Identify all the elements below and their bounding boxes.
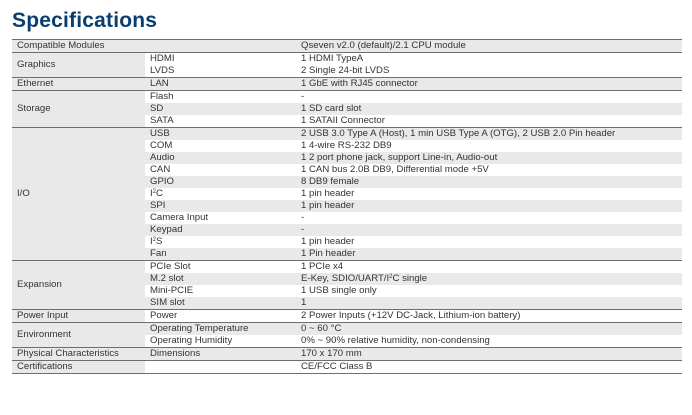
value-cell: 1 HDMI TypeA	[301, 53, 364, 64]
subcategory-cell: CAN	[150, 164, 171, 175]
value-cell: 1 CAN bus 2.0B DB9, Differential mode +5V	[301, 164, 489, 175]
value-cell: 1 pin header	[301, 188, 355, 199]
value-text: C single	[392, 273, 428, 284]
subcategory-cell: HDMI	[150, 53, 175, 64]
category-cell: Environment	[12, 323, 145, 348]
page-title: Specifications	[12, 9, 158, 32]
category-cell: Certifications	[12, 361, 145, 374]
subcategory-cell	[145, 188, 296, 200]
subcategory-cell: COM	[150, 140, 173, 151]
value-text: E-Key, SDIO/UART/I	[301, 273, 390, 284]
subcategory-text: C	[156, 188, 163, 199]
subcategory-cell: Keypad	[145, 224, 296, 236]
subcategory-cell: LVDS	[145, 65, 296, 78]
subcategory-cell: SD	[145, 103, 296, 115]
subcategory-cell	[145, 361, 296, 374]
category-cell: Power Input	[12, 310, 145, 323]
table-row	[12, 78, 682, 91]
value-cell: 2 Single 24-bit LVDS	[296, 65, 682, 78]
value-cell: CE/FCC Class B	[296, 361, 682, 374]
value-cell: -	[301, 91, 305, 102]
subcategory-cell	[145, 236, 296, 248]
subcategory-cell: Camera Input	[150, 212, 209, 223]
value-cell	[296, 273, 682, 285]
value-cell: 1 Pin header	[296, 248, 682, 261]
table-row	[12, 361, 682, 374]
table-row	[12, 310, 682, 323]
superscript: 2	[389, 274, 393, 280]
subcategory-cell: LAN	[145, 78, 296, 91]
value-cell: 2 Power Inputs (+12V DC-Jack, Lithium-ion battery)	[296, 310, 682, 323]
value-cell: 1 GbE with RJ45 connector	[296, 78, 682, 91]
subcategory-cell: PCIe Slot	[150, 261, 191, 272]
value-cell: 1 PCIe x4	[301, 261, 344, 272]
subcategory-cell: USB	[145, 128, 296, 141]
subcategory-cell: Fan	[145, 248, 296, 261]
table-row	[12, 128, 682, 141]
table-row	[12, 348, 682, 361]
value-cell: 0% ~ 90% relative humidity, non-condensing	[296, 335, 682, 348]
subcategory-cell: Power	[145, 310, 296, 323]
value-cell: 1 SATAII Connector	[296, 115, 682, 128]
table-row	[12, 53, 682, 66]
value-cell: 1 pin header	[296, 200, 682, 212]
specifications-table	[12, 39, 682, 374]
value-cell: 1 2 port phone jack, support Line-in, Audio-out	[296, 152, 682, 164]
value-cell: 8 DB9 female	[296, 176, 682, 188]
table-row	[12, 261, 682, 274]
value-cell: -	[296, 224, 682, 236]
value-cell: 1 SD card slot	[296, 103, 682, 115]
category-cell: Expansion	[12, 261, 145, 310]
category-cell: I/O	[12, 128, 145, 261]
value-cell: 0 ~ 60 °C	[296, 323, 682, 336]
category-cell: Ethernet	[12, 78, 145, 91]
subcategory-text: I	[150, 188, 153, 199]
table-row	[12, 40, 682, 53]
subcategory-cell: SIM slot	[145, 297, 296, 310]
subcategory-cell: Audio	[145, 152, 296, 164]
superscript: 2	[152, 237, 157, 243]
category-cell: Physical Characteristics	[12, 348, 145, 361]
value-cell: 1	[296, 297, 682, 310]
category-cell: Graphics	[12, 53, 145, 78]
value-cell: 170 x 170 mm	[296, 348, 682, 361]
subcategory-cell	[145, 40, 296, 53]
subcategory-cell: SPI	[145, 200, 296, 212]
value-cell: -	[301, 212, 305, 223]
subcategory-cell: Flash	[150, 91, 174, 102]
subcategory-cell: Operating Humidity	[145, 335, 296, 348]
subcategory-text: I	[150, 236, 153, 247]
subcategory-cell: M.2 slot	[145, 273, 296, 285]
category-cell: Compatible Modules	[12, 40, 145, 53]
subcategory-cell: SATA	[145, 115, 296, 128]
subcategory-cell: Mini-PCIE	[150, 285, 194, 296]
superscript: 2	[152, 189, 157, 195]
subcategory-cell: Operating Temperature	[145, 323, 296, 336]
table-row	[12, 323, 682, 336]
subcategory-text: S	[156, 236, 163, 247]
category-cell: Storage	[12, 91, 145, 128]
value-cell: 1 USB single only	[301, 285, 377, 296]
value-cell: 1 pin header	[301, 236, 355, 247]
table-row	[12, 91, 682, 104]
subcategory-cell: Dimensions	[145, 348, 296, 361]
value-cell: 1 4-wire RS-232 DB9	[301, 140, 392, 151]
subcategory-cell: GPIO	[145, 176, 296, 188]
value-cell: Qseven v2.0 (default)/2.1 CPU module	[296, 40, 682, 53]
value-cell: 2 USB 3.0 Type A (Host), 1 min USB Type A (OTG), 2 USB 2.0 Pin header	[296, 128, 682, 141]
